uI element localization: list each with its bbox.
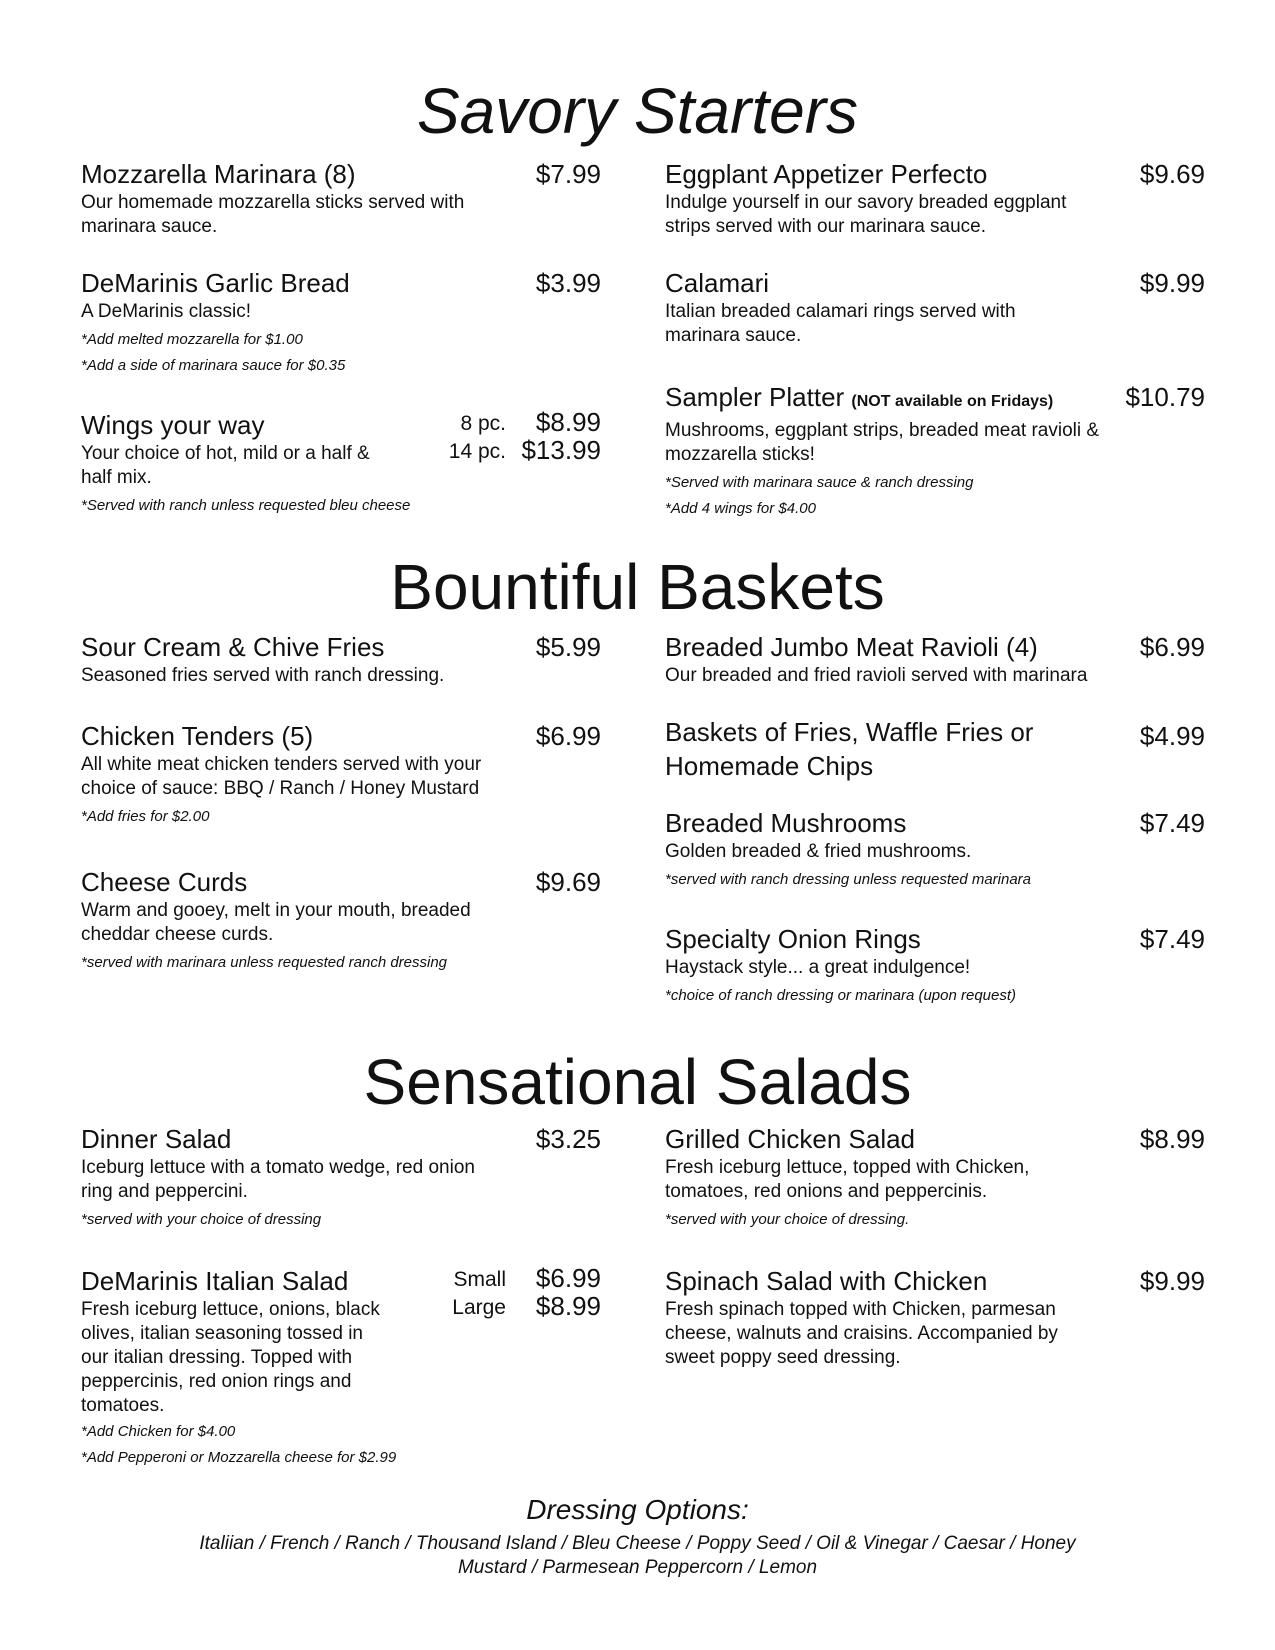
menu-item-chicken-tenders bbox=[81, 719, 601, 827]
item-availability-note: (NOT available on Fridays) bbox=[851, 393, 1054, 410]
menu-item-wings bbox=[81, 408, 601, 516]
item-note: *Add Chicken for $4.00 bbox=[81, 1423, 236, 1440]
item-description: Warm and gooey, melt in your mouth, breaded cheddar cheese curds. bbox=[81, 900, 471, 945]
item-name: Chicken Tenders (5) bbox=[81, 721, 314, 751]
item-name: Breaded Jumbo Meat Ravioli (4) bbox=[665, 632, 1038, 662]
item-price: $6.99 bbox=[535, 1263, 601, 1293]
item-name: Sampler Platter bbox=[665, 382, 845, 412]
menu-item-sampler-platter bbox=[665, 380, 1205, 519]
item-prices bbox=[536, 1264, 601, 1320]
item-price: $3.25 bbox=[535, 1124, 601, 1154]
size-label: Large bbox=[452, 1296, 506, 1319]
item-name-row bbox=[665, 380, 1185, 419]
item-description: Fresh iceburg lettuce, onions, black olives, italian seasoning tossed in our italian dressing. Topped with peppercinis, red onion rings and tomatoes. bbox=[81, 1299, 380, 1416]
item-price: $7.99 bbox=[535, 159, 601, 189]
item-price: $6.99 bbox=[535, 721, 601, 751]
section-title-baskets: Bountiful Baskets bbox=[390, 551, 885, 623]
dressing-options-title: Dressing Options: bbox=[526, 1494, 749, 1525]
item-sizes bbox=[449, 410, 506, 466]
menu-item-mozzarella-marinara bbox=[81, 157, 601, 239]
item-description: Golden breaded & fried mushrooms. bbox=[665, 841, 972, 862]
item-note: *Add fries for $2.00 bbox=[81, 808, 210, 825]
item-description: Fresh iceburg lettuce, topped with Chicken, tomatoes, red onions and peppercinis. bbox=[665, 1157, 1030, 1202]
item-price: $8.99 bbox=[535, 1291, 601, 1321]
item-price: $10.79 bbox=[1125, 382, 1205, 412]
item-description: Iceburg lettuce with a tomato wedge, red onion ring and peppercini. bbox=[81, 1157, 475, 1202]
item-price: $4.99 bbox=[1139, 721, 1205, 751]
menu-item-dinner-salad bbox=[81, 1122, 601, 1230]
item-name: Grilled Chicken Salad bbox=[665, 1124, 916, 1154]
item-name: Mozzarella Marinara (8) bbox=[81, 159, 356, 189]
item-name: Spinach Salad with Chicken bbox=[665, 1266, 988, 1296]
item-name: Baskets of Fries, Waffle Fries or Homemade Chips bbox=[665, 717, 1034, 781]
item-note: *served with your choice of dressing bbox=[81, 1211, 322, 1228]
item-price: $3.99 bbox=[535, 268, 601, 298]
item-price: $6.99 bbox=[1139, 632, 1205, 662]
item-name: Dinner Salad bbox=[81, 1124, 232, 1154]
dressing-options-list: Italiian / French / Ranch / Thousand Island / Bleu Cheese / Poppy Seed / Oil & Vinegar / Caesar / Honey Mustard / Parmesean Peppercorn / Lemon bbox=[199, 1533, 1076, 1578]
item-description: Italian breaded calamari rings served with marinara sauce. bbox=[665, 301, 1016, 346]
menu-item-grilled-chicken-salad bbox=[665, 1122, 1205, 1230]
menu-item-eggplant-appetizer bbox=[665, 157, 1205, 239]
item-name: Wings your way bbox=[81, 410, 265, 440]
item-name: Specialty Onion Rings bbox=[665, 924, 921, 954]
menu-item-italian-salad bbox=[81, 1264, 601, 1468]
menu-item-garlic-bread bbox=[81, 266, 601, 376]
item-price: $9.69 bbox=[1139, 159, 1205, 189]
item-note: *choice of ranch dressing or marinara (upon request) bbox=[665, 987, 1017, 1004]
item-name: DeMarinis Italian Salad bbox=[81, 1266, 349, 1296]
menu-item-calamari bbox=[665, 266, 1205, 348]
item-name: Eggplant Appetizer Perfecto bbox=[665, 159, 988, 189]
item-price: $13.99 bbox=[521, 435, 601, 465]
item-note: *served with your choice of dressing. bbox=[665, 1211, 910, 1228]
item-note: *served with marinara unless requested ranch dressing bbox=[81, 954, 448, 971]
item-price: $8.99 bbox=[1139, 1124, 1205, 1154]
item-description: Seasoned fries served with ranch dressing. bbox=[81, 665, 445, 686]
item-note: *Add a side of marinara sauce for $0.35 bbox=[81, 357, 346, 374]
item-name: Breaded Mushrooms bbox=[665, 808, 907, 838]
section-title-starters: Savory Starters bbox=[416, 75, 859, 147]
item-price: $7.49 bbox=[1139, 924, 1205, 954]
menu-item-sour-cream-fries bbox=[81, 630, 601, 688]
menu-item-cheese-curds bbox=[81, 865, 601, 973]
item-description: A DeMarinis classic! bbox=[81, 301, 251, 322]
item-description: Mushrooms, eggplant strips, breaded meat ravioli & mozzarella sticks! bbox=[665, 420, 1100, 465]
item-note: *served with ranch dressing unless requested marinara bbox=[665, 871, 1032, 888]
item-price: $9.69 bbox=[535, 867, 601, 897]
item-prices bbox=[521, 408, 601, 464]
item-price: $9.99 bbox=[1139, 268, 1205, 298]
item-price: $7.49 bbox=[1139, 808, 1205, 838]
menu-item-breaded-mushrooms bbox=[665, 806, 1205, 890]
item-note: *Add 4 wings for $4.00 bbox=[665, 500, 816, 517]
item-description: Haystack style... a great indulgence! bbox=[665, 957, 971, 978]
item-note: *Add melted mozzarella for $1.00 bbox=[81, 331, 303, 348]
menu-item-ravioli bbox=[665, 630, 1205, 688]
menu-item-baskets-of-fries bbox=[665, 715, 1205, 783]
item-description: Indulge yourself in our savory breaded eggplant strips served with our marinara sauce. bbox=[665, 192, 1067, 237]
item-note: *Served with ranch unless requested bleu cheese bbox=[81, 497, 411, 514]
item-note: *Add Pepperoni or Mozzarella cheese for $2.99 bbox=[81, 1449, 397, 1466]
size-label: 14 pc. bbox=[448, 440, 506, 463]
item-name: Sour Cream & Chive Fries bbox=[81, 632, 385, 662]
item-description: Fresh spinach topped with Chicken, parmesan cheese, walnuts and craisins. Accompanied by sweet poppy seed dressing. bbox=[665, 1299, 1058, 1368]
menu-item-onion-rings bbox=[665, 922, 1205, 1006]
item-price: $5.99 bbox=[535, 632, 601, 662]
item-description: Our homemade mozzarella sticks served with marinara sauce. bbox=[81, 192, 465, 237]
size-label: Small bbox=[453, 1268, 506, 1291]
item-price: $9.99 bbox=[1139, 1266, 1205, 1296]
item-price: $8.99 bbox=[535, 407, 601, 437]
item-name: Cheese Curds bbox=[81, 867, 248, 897]
item-description: All white meat chicken tenders served with your choice of sauce: BBQ / Ranch / Honey Mustard bbox=[81, 754, 482, 799]
item-name: Calamari bbox=[665, 268, 770, 298]
menu-item-spinach-salad bbox=[665, 1264, 1205, 1370]
section-title-salads: Sensational Salads bbox=[363, 1046, 912, 1118]
item-sizes bbox=[452, 1266, 506, 1322]
item-description: Our breaded and fried ravioli served with marinara bbox=[665, 665, 1088, 686]
item-name: DeMarinis Garlic Bread bbox=[81, 268, 350, 298]
size-label: 8 pc. bbox=[460, 412, 506, 435]
item-description: Your choice of hot, mild or a half & half mix. bbox=[81, 443, 370, 488]
item-note: *Served with marinara sauce & ranch dressing bbox=[665, 474, 974, 491]
